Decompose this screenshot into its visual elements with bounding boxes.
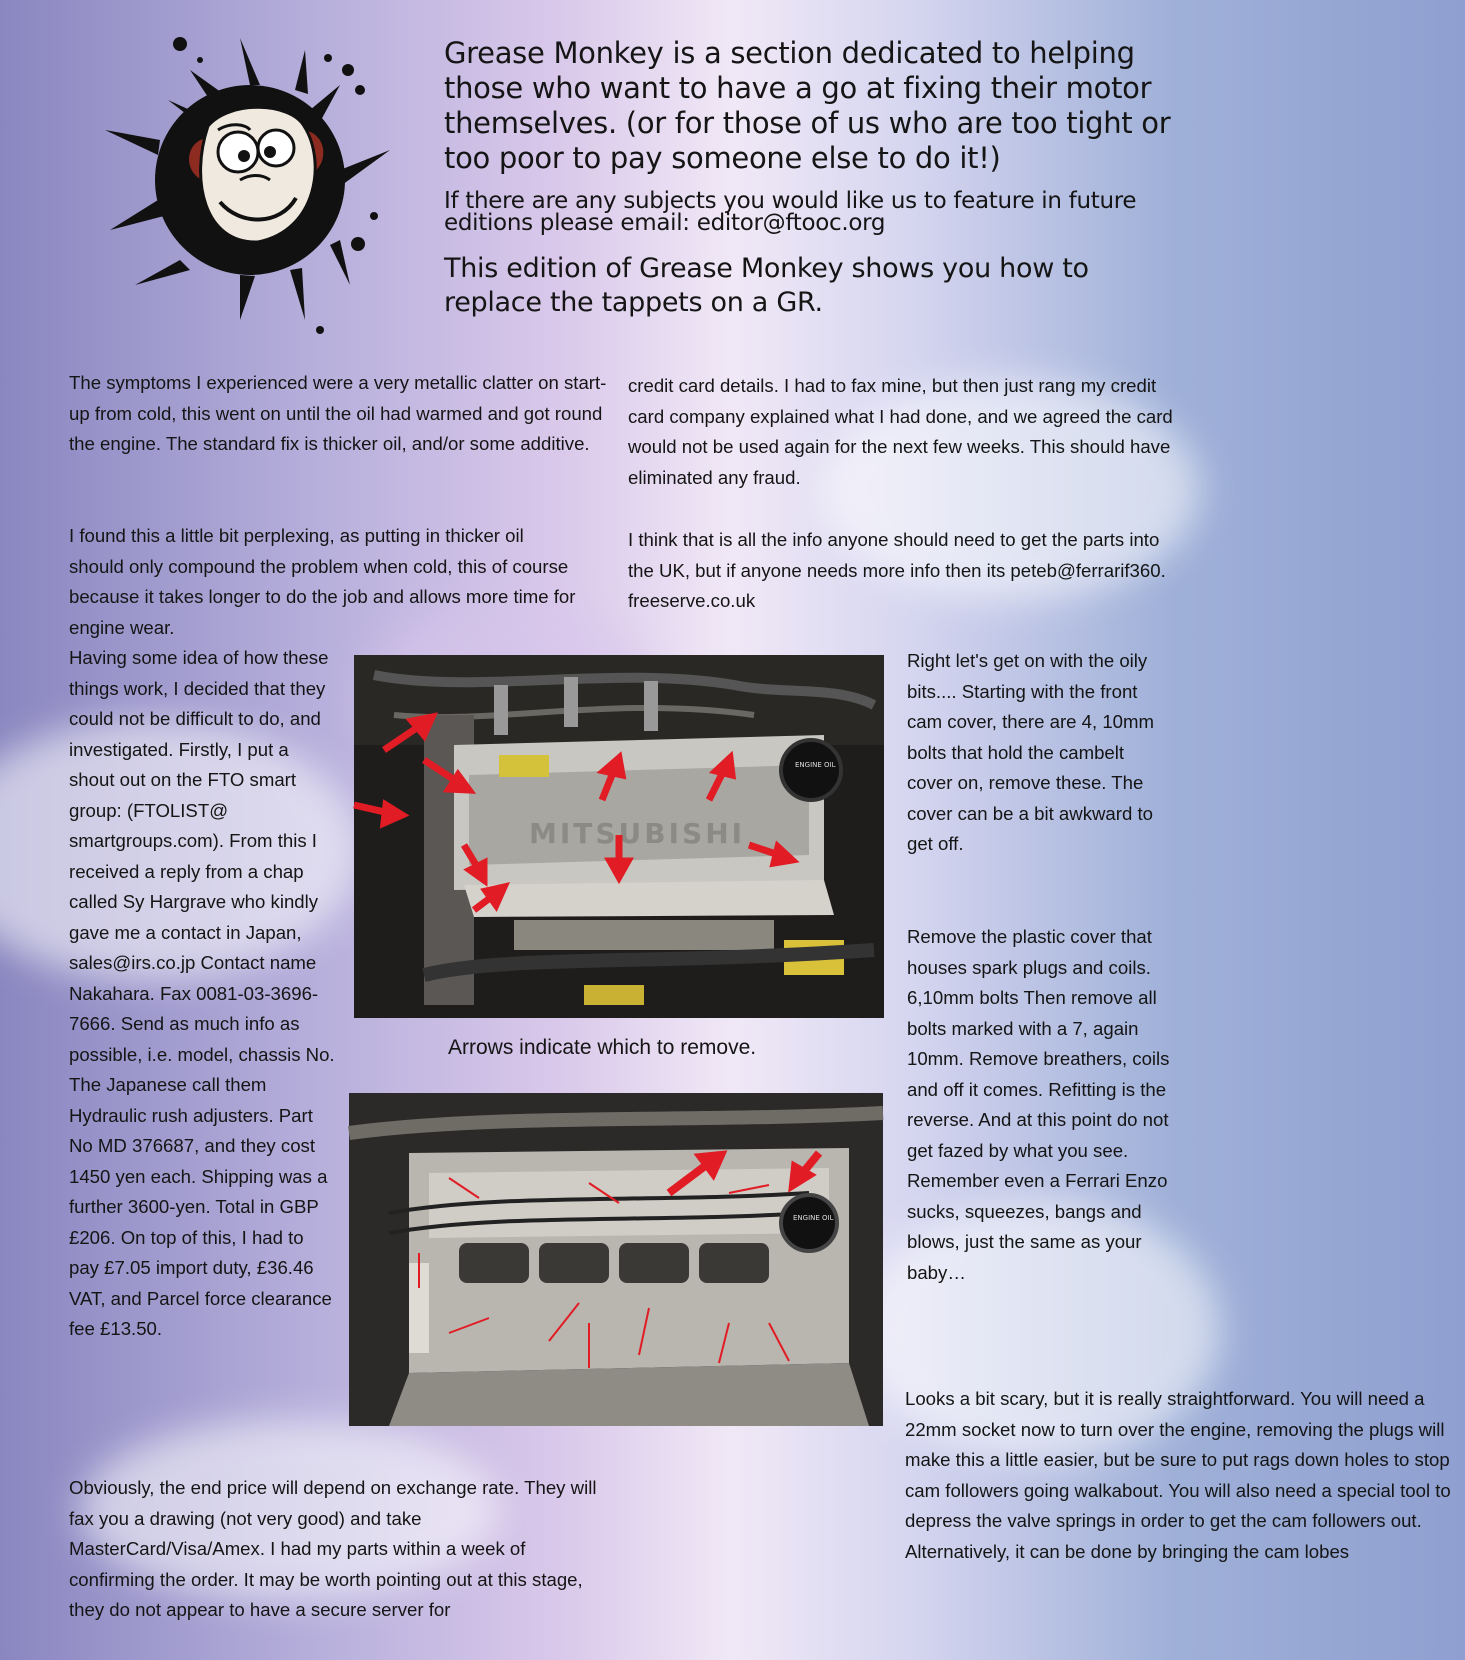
left-paragraph-2: I found this a little bit perplexing, as putting in thicker oil should only compound the problem when cold, this of course because it takes longer to do the job and allows more time for engine wear. [69,525,576,638]
right-paragraph-3: Right let's get on with the oily bits.... Starting with the front cam cover, there are 4, 10mm bolts that hold the cambelt cover on, remove these. The cover can be a bit awkward to get off. [907,650,1154,854]
left-paragraph-4: Obviously, the end price will depend on exchange rate. They will fax you a drawing (not very good) and take MasterCard/Visa/Amex. I had my parts within a week of confirming the order. It may be worth pointing out at this stage, they do not appear to have a secure server for [69,1477,597,1620]
intro-block [444,36,1174,320]
right-paragraph-4: Remove the plastic cover that houses spark plugs and coils. 6,10mm bolts Then remove all bolts marked with a 7, again 10mm. Remove breathers, coils and off it comes. Refitting is the reverse. And at this point do not get fazed by what you see. Remember even a Ferrari Enzo sucks, squeezes, bangs and blows, just the same as your baby… [907,926,1170,1283]
intro-email-note: If there are any subjects you would like us to feature in future editions please email: editor@ftooc.org [444,188,1137,236]
engine-photo-2 [349,1093,883,1426]
right-paragraph-1: credit card details. I had to fax mine, but then just rang my credit card company explained what I had done, and we agreed the card would not be used again for the next few weeks. This should have eliminated any fraud. [628,375,1173,488]
right-paragraph-5: Looks a bit scary, but it is really straightforward. You will need a 22mm socket now to turn over the engine, removing the plugs will make this a little easier, but be sure to put rags down holes to stop cam followers going walkabout. You will also need a special tool to depress the valve springs in order to get the cam followers out. Alternatively, it can be done by bringing the cam lobes [905,1388,1451,1562]
left-paragraph-3: Having some idea of how these things work, I decided that they could not be difficult to do, and investigated. Firstly, I put a shout out on the FTO smart group: (FTOLIST@ smartgroups.com). From this I received a reply from a chap called Sy Hargrave who kindly gave me a contact in Japan, sales@irs.co.jp Contact name Nakahara. Fax 0081-03-3696-7666. Send as much info as possible, i.e. model, chassis No. The Japanese call them Hydraulic rush adjusters. Part No MD 376687, and they cost 1450 yen each. Shipping was a further 3600-yen. Total in GBP £206. On top of this, I had to pay £7.05 import duty, £36.46 VAT, and Parcel force clearance fee £13.50. [69,647,335,1339]
photo-caption: Arrows indicate which to remove. [448,1036,757,1059]
monkey-splat-logo [90,30,410,340]
oil-cap-label-2: ENGINE OIL [793,1214,834,1222]
intro-lead: Grease Monkey is a section dedicated to helping those who want to have a go at fixing their motor themselves. (or for those of us who are too tight or too poor to pay someone else to do it!) [444,36,1171,175]
cam-cover-brand: MITSUBISHI [529,817,746,850]
intro-edition: This edition of Grease Monkey shows you how to replace the tappets on a GR. [444,253,1089,318]
right-paragraph-5a [905,1384,1451,1567]
engine-photo-1 [354,655,884,1018]
right-paragraph-2: I think that is all the info anyone should need to get the parts into the UK, but if anyone needs more info then its peteb@ferrarif360. freeserve.co.uk [628,529,1166,611]
oil-cap-label: ENGINE OIL [795,761,836,769]
left-paragraph-1: The symptoms I experienced were a very metallic clatter on start-up from cold, this went on until the oil had warmed and got round the engine. The standard fix is thicker oil, and/or some additive. [69,372,607,454]
